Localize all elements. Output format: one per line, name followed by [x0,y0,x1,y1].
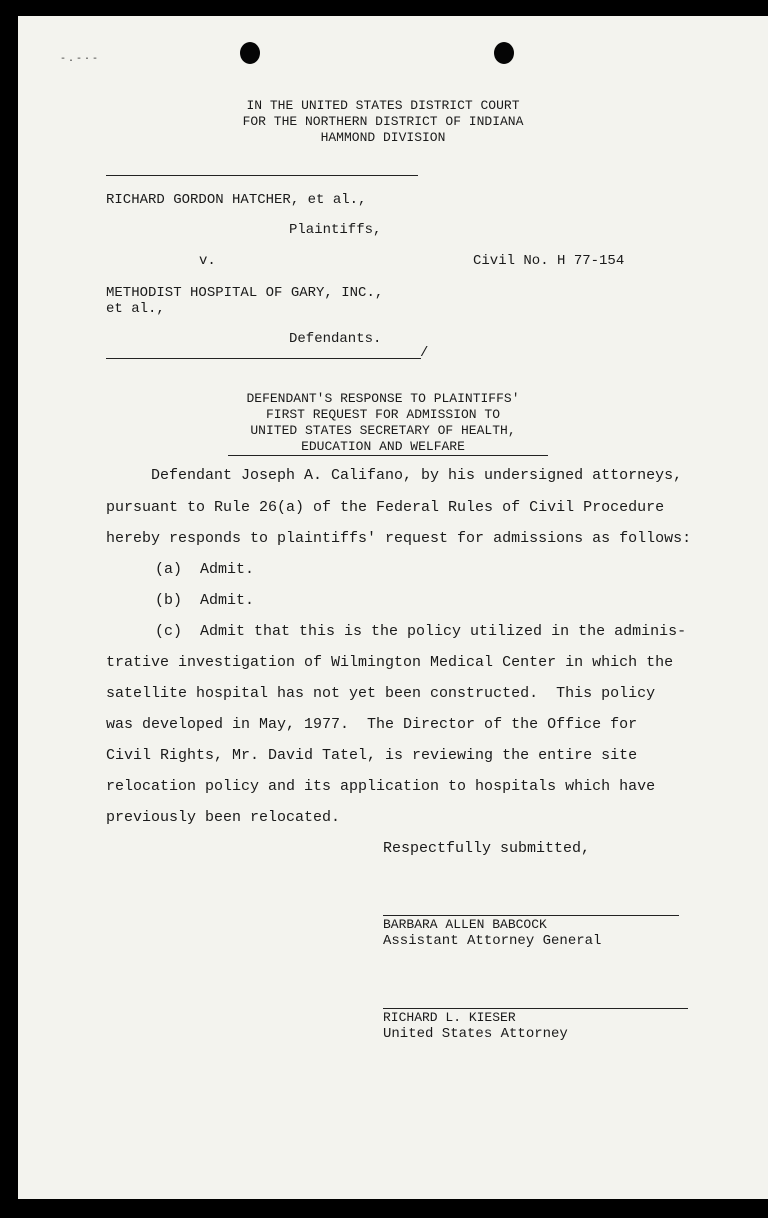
punch-hole-left [240,42,260,64]
caption-top-rule [106,175,418,176]
intro-line-1: Defendant Joseph A. Califano, by his undersigned attorneys, [151,467,683,484]
doc-title-line1: DEFENDANT'S RESPONSE TO PLAINTIFFS' [246,391,520,406]
item-c-line-1: (c) Admit that this is the policy utilized in the adminis- [155,623,687,640]
case-number: Civil No. H 77-154 [473,253,625,269]
court-heading-line1: IN THE UNITED STATES DISTRICT COURT [246,98,520,113]
doc-title-line4: EDUCATION AND WELFARE [301,439,465,454]
intro-line-2: pursuant to Rule 26(a) of the Federal Rules of Civil Procedure [106,499,665,516]
item-a: (a) Admit. [155,561,255,578]
plaintiff-name: RICHARD GORDON HATCHER, et al., [106,192,367,208]
doc-title-line2: FIRST REQUEST FOR ADMISSION TO [265,407,501,422]
caption-bottom-rule [106,358,421,359]
document-page [18,16,768,1199]
caption-slash: / [420,345,429,361]
item-c-line-3: satellite hospital has not yet been constructed. This policy [106,685,656,702]
item-c-line-7: previously been relocated. [106,809,341,826]
signature-line-1 [383,915,679,916]
closing: Respectfully submitted, [383,840,591,857]
item-c-line-2: trative investigation of Wilmington Medical Center in which the [106,654,674,671]
signatory-title-2: United States Attorney [383,1026,568,1042]
signature-line-2 [383,1008,688,1009]
intro-line-3: hereby responds to plaintiffs' request for admissions as follows: [106,530,692,547]
court-heading-line3: HAMMOND DIVISION [320,130,446,145]
defendant-name-line2: et al., [106,301,165,317]
doc-title-underline [228,455,548,456]
signatory-name-2: RICHARD L. KIESER [383,1010,516,1025]
doc-title-line3: UNITED STATES SECRETARY OF HEALTH, [250,423,516,438]
item-c-line-5: Civil Rights, Mr. David Tatel, is reviewing the entire site [106,747,638,764]
punch-hole-right [494,42,514,64]
stray-pen-mark: -.-·- [60,54,101,65]
item-b: (b) Admit. [155,592,255,609]
defendant-name-line1: METHODIST HOSPITAL OF GARY, INC., [106,285,384,301]
item-c-line-4: was developed in May, 1977. The Director of the Office for [106,716,638,733]
signatory-title-1: Assistant Attorney General [383,933,602,949]
plaintiff-role: Plaintiffs, [289,222,382,238]
signatory-name-1: BARBARA ALLEN BABCOCK [383,917,547,932]
court-heading-line2: FOR THE NORTHERN DISTRICT OF INDIANA [242,114,524,129]
versus: v. [199,253,216,269]
item-c-line-6: relocation policy and its application to hospitals which have [106,778,656,795]
defendant-role: Defendants. [289,331,382,347]
